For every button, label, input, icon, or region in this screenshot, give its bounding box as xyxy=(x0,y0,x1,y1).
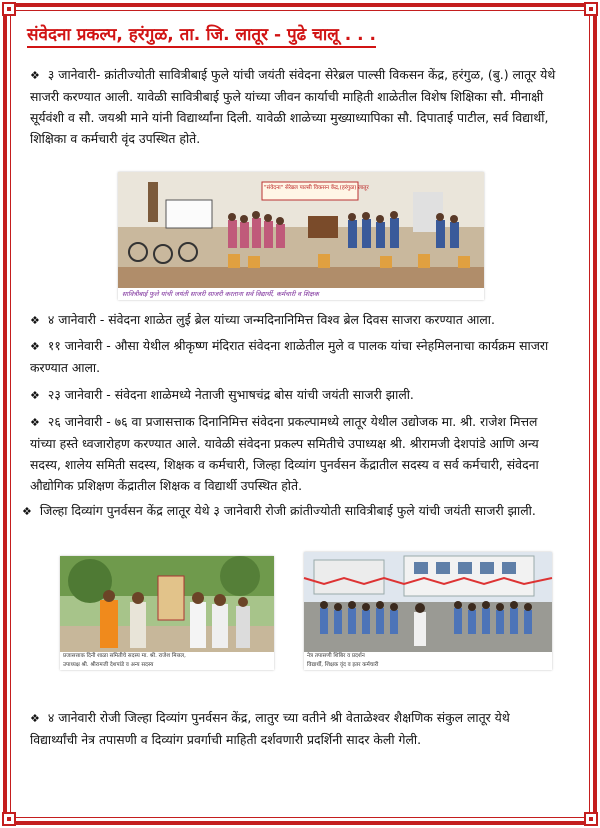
page-title: संवेदना प्रकल्प, हरंगुळ, ता. जि. लातूर - पुढे चालू . . . xyxy=(27,22,376,48)
paragraph-text: ४ जानेवारी - संवेदना शाळेत लुई ब्रेल यांच्या जन्मदिनानिमित्त विश्व ब्रेल दिवस साजरा करण्यात आला. xyxy=(47,312,495,327)
photo-banner-text: "संवेदना" सेरेब्रल पाल्सी विकसन केंद्र,(हरंगुळ) लातूर xyxy=(264,185,369,191)
bullet-icon: ❖ xyxy=(30,314,40,327)
paragraph-text: ४ जानेवारी रोजी जिल्हा दिव्यांग पुनर्वसन केंद्र, लातुर च्या वतीने श्री वेताळेश्वर शैक्षणिक संकुल लातूर येथे विद्यार्थ्यांची नेत्र तपासणी व दिव्यांग प्रवर्गाची माहिती दर्शवणारी प्रदर्शिनी सादर केली गेली. xyxy=(30,710,510,747)
corner-ornament-bottom-right xyxy=(584,812,598,826)
paragraph-district-jan-3 xyxy=(22,500,560,522)
bullet-icon: ❖ xyxy=(30,69,40,82)
paragraph-text: ३ जानेवारी- क्रांतीज्योती सावित्रीबाई फुले यांची जयंती संवेदना सेरेब्रल पाल्सी विकसन केंद्र, हरंगुळ, (बु.) लातूर येथे साजरी करण्यात आली. यावेळी सावित्रीबाई फुले यांच्या जीवन कार्याची माहिती शाळेतील विशेष शिक्षिका सौ. मीनाक्षी सूर्यवंशी व सौ. जयश्री माने यांनी विद्यार्थ्यांना दिली. यावेळी शाळेच्या मुख्याध्यापिका सौ. दिपाताई पाटील, सर्व विद्यार्थी, शिक्षिका व कर्मचारी वृंद उपस्थित होते. xyxy=(30,67,556,146)
bullet-icon: ❖ xyxy=(30,389,40,402)
photo-caption xyxy=(304,652,552,670)
paragraph-district-jan-4 xyxy=(30,707,560,750)
photo-caption xyxy=(60,652,274,670)
bullet-icon: ❖ xyxy=(30,340,40,353)
bullet-icon: ❖ xyxy=(30,416,40,429)
caption-line: विद्यार्थी, शिक्षक वृंद व इतर कर्मचारी xyxy=(307,662,379,668)
corner-ornament-top-left xyxy=(2,2,16,16)
paragraph-text: जिल्हा दिव्यांग पुनर्वसन केंद्र लातूर येथे ३ जानेवारी रोजी क्रांतीज्योती सावित्रीबाई फुले यांची जयंती साजरी झाली. xyxy=(39,503,536,518)
corner-ornament-bottom-left xyxy=(2,812,16,826)
caption-line: प्रजासत्ताक दिनी शाळा समितीचे सदस्य मा. श्री. राजेश मित्तल, xyxy=(63,653,186,659)
photo-eye-checkup xyxy=(304,552,552,670)
paragraph-jan-4 xyxy=(30,309,560,331)
paragraph-text: २६ जानेवारी - ७६ वा प्रजासत्ताक दिनानिमित्त संवेदना प्रकल्पामध्ये लातूर येथील उद्योजक मा. श्री. राजेश मित्तल यांच्या हस्ते ध्वजारोहण करण्यात आले. यावेळी संवेदना प्रकल्प समितीचे उपाध्यक्ष श्री. श्रीरामजी देशपांडे आणि अन्य सदस्य, शालेय समिती सदस्य, शिक्षक व कर्मचारी, जिल्हा दिव्यांग पुनर्वसन केंद्रातील सदस्य व सर्व कर्मचारी, संवेदना औद्योगिक प्रशिक्षण केंद्रातील शिक्षक व विद्यार्थी उपस्थित होते. xyxy=(30,414,539,493)
paragraph-jan-3 xyxy=(30,64,560,149)
photo-savitribai-jayanti xyxy=(118,172,484,300)
paragraph-text: २३ जानेवारी - संवेदना शाळेमध्ये नेताजी सुभाषचंद्र बोस यांची जयंती साजरी झाली. xyxy=(47,387,414,402)
caption-line: नेत्र तपासणी शिबिर व प्रदर्शन xyxy=(307,653,365,659)
photo-caption: सावित्रीबाई फुले यांची जयंती साजरी साजरी करताना सर्व विद्यार्थी, कर्मचारी व शिक्षक xyxy=(118,288,484,300)
paragraph-jan-11 xyxy=(30,335,560,378)
bullet-icon: ❖ xyxy=(22,505,32,518)
bullet-icon: ❖ xyxy=(30,712,40,725)
paragraph-jan-23 xyxy=(30,384,560,406)
photo-republic-day xyxy=(60,556,274,670)
paragraph-jan-26 xyxy=(30,411,560,496)
corner-ornament-top-right xyxy=(584,2,598,16)
caption-line: उपाध्यक्ष श्री. श्रीरामजी देशपांडे व अन्य सदस्य xyxy=(63,662,154,668)
paragraph-text: ११ जानेवारी - औसा येथील श्रीकृष्ण मंदिरात संवेदना शाळेतील मुले व पालक यांचा स्नेहमिलनाचा कार्यक्रम साजरा करण्यात आला. xyxy=(30,338,549,375)
